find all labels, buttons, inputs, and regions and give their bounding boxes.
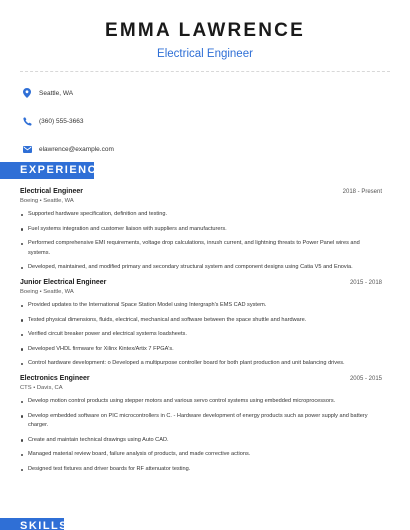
job-title: Electronics Engineer: [20, 374, 90, 382]
bullet-item: Developed, maintained, and modified primary and secondary structural system and component designs using Catia V5 and Enovia.: [20, 263, 382, 273]
bullet-item: Managed material review board, failure analysis of products, and made corrective actions.: [20, 450, 382, 460]
bullet-item: Tested physical dimensions, fluids, electrical, mechanical and software between the space shuttle and hardware.: [20, 316, 382, 326]
bullet-item: Designed test fixtures and driver boards for RF attenuator testing.: [20, 465, 382, 475]
mail-icon: [22, 144, 32, 154]
job-entry: [20, 375, 382, 475]
job-company-location: Boeing • Seattle, WA: [20, 288, 74, 295]
contact-list: [0, 72, 410, 156]
bullet-item: Provided updates to the International Space Station Model using Intergraph's EMS CAD system.: [20, 301, 382, 311]
bullet-item: Developed VHDL firmware for Xilinx Kintex/Artix 7 FPGA's.: [20, 345, 382, 355]
candidate-name: EMMA LAWRENCE: [105, 20, 305, 41]
bullet-item: Develop motion control products using stepper motors and various servo control systems using embedded microprocessors.: [20, 397, 382, 407]
contact-email[interactable]: [22, 142, 410, 156]
job-dates: 2018 - Present: [342, 189, 382, 195]
bullet-item: Create and maintain technical drawings using Auto CAD.: [20, 436, 382, 446]
job-bullets: [20, 301, 382, 369]
bullet-item: Verified circuit breaker power and electrical systems loadsheets.: [20, 330, 382, 340]
contact-phone: [22, 114, 410, 128]
job-bullets: [20, 397, 382, 475]
job-title: Electrical Engineer: [20, 188, 84, 195]
job-company-location: Boeing • Seattle, WA: [20, 198, 74, 204]
job-title: Junior Electrical Engineer: [20, 278, 107, 286]
bullet-item: Supported hardware specification, definition and testing.: [20, 210, 382, 220]
resume-header: [0, 0, 410, 61]
bullet-item: Fuel systems integration and customer liaison with suppliers and manufacturers.: [20, 225, 382, 235]
job-dates: 2005 - 2015: [349, 375, 382, 382]
skills-heading: SKILLS: [0, 518, 64, 530]
map-pin-icon: [22, 88, 32, 98]
job-entry: [20, 279, 382, 369]
job-dates: 2015 - 2018: [349, 279, 382, 286]
phone-icon: [22, 116, 32, 126]
phone-text: (360) 555-3663: [39, 117, 84, 125]
contact-location: [22, 86, 410, 100]
experience-section: [20, 188, 382, 481]
bullet-item: Control hardware development: o Developed a multipurpose controller board for both plant production and unit balancing drives.: [20, 359, 382, 369]
bullet-item: Performed comprehensive EMI requirements, voltage drop calculations, inrush current, and lightning threats to Power Panel wires and systems.: [20, 239, 382, 258]
job-bullets: [20, 210, 382, 273]
email-text[interactable]: elawrence@example.com: [39, 145, 114, 153]
candidate-title: Electrical Engineer: [157, 48, 253, 60]
bullet-item: Develop embedded software on PIC microcontrollers in C. - Hardware development of energy products such as power supply and battery charger.: [20, 412, 382, 431]
experience-heading: EXPERIENCE: [0, 162, 94, 179]
location-text: Seattle, WA: [39, 89, 74, 97]
job-company-location: CTS • Davis, CA: [20, 384, 63, 391]
job-entry: [20, 188, 382, 273]
